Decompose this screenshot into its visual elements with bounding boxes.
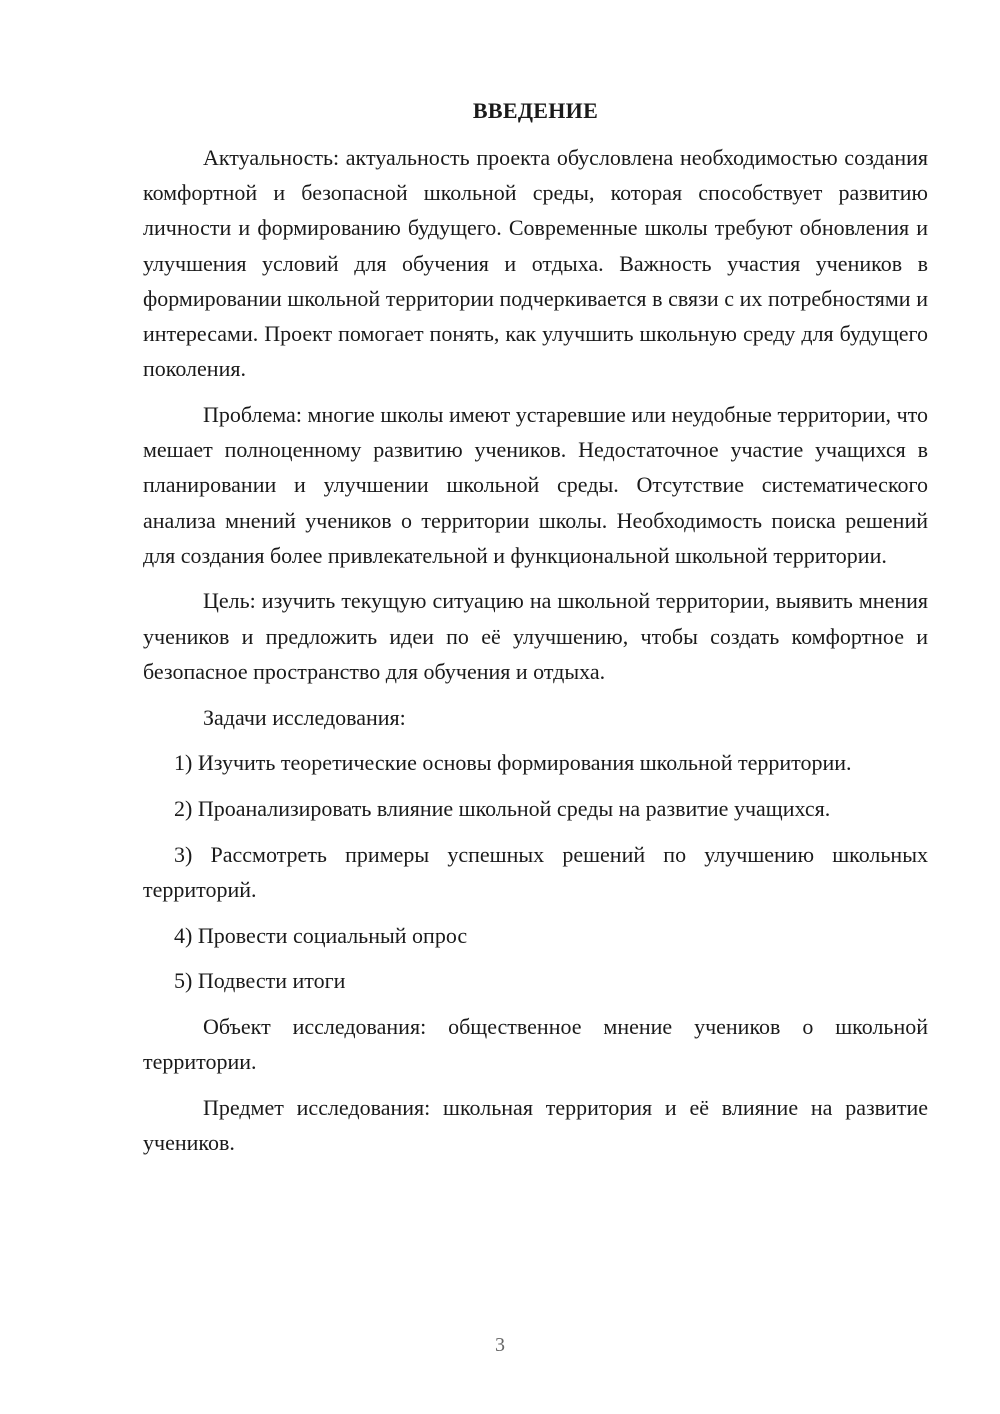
paragraph-subject: Предмет исследования: школьная территория и её влияние на развитие учеников.: [143, 1094, 928, 1156]
task-item: 5) Подвести итоги: [174, 968, 346, 994]
paragraph-object: Объект исследования: общественное мнение учеников о школьной территории.: [143, 1013, 928, 1075]
paragraph-relevance: Актуальность: актуальность проекта обусловлена необходимостью создания комфортной и безопасной школьной среды, которая способствует развитию личности и формированию будущего. Современные школы требуют обновления и улучшения условий для обучения и отдыха. Важность участия учеников в формировании школьной территории подчеркивается в связи с их потребностями и интересами. Проект помогает понять, как улучшить школьную среду для будущего поколения.: [143, 145, 928, 382]
page-title: ВВЕДЕНИЕ: [472, 98, 599, 123]
task-item: 2) Проанализировать влияние школьной среды на развитие учащихся.: [174, 795, 831, 821]
document-page: [143, 96, 928, 1171]
task-item: 1) Изучить теоретические основы формирования школьной территории.: [174, 750, 852, 776]
paragraph-goal: Цель: изучить текущую ситуацию на школьной территории, выявить мнения учеников и предложить идеи по её улучшению, чтобы создать комфортное и безопасное пространство для обучения и отдыха.: [143, 588, 928, 684]
paragraph-problem: Проблема: многие школы имеют устаревшие или неудобные территории, что мешает полноценному развитию учеников. Недостаточное участие учащихся в планировании и улучшении школьной среды. Отсутствие систематического анализа мнений учеников о территории школы. Необходимость поиска решений для создания более привлекательной и функциональной школьной территории.: [143, 401, 928, 568]
paragraph-tasks-title: Задачи исследования:: [203, 704, 406, 730]
task-item: 3) Рассмотреть примеры успешных решений по улучшению школьных территорий.: [143, 841, 928, 902]
task-list: [143, 745, 928, 998]
task-item: 4) Провести социальный опрос: [174, 922, 468, 948]
page-number: 3: [495, 1334, 505, 1356]
